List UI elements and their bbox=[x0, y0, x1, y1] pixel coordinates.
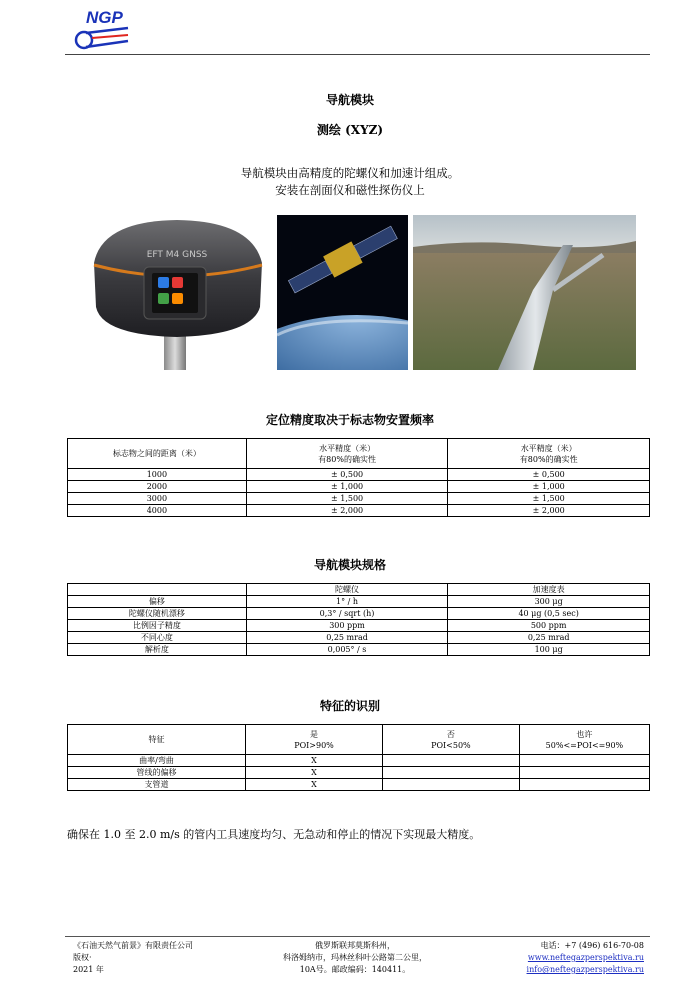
table-row bbox=[68, 620, 650, 632]
footer-address-line: 科洛姆纳市，玛林丝科叶公路第二公里， bbox=[283, 953, 427, 962]
table-cell: 0,25 mrad bbox=[448, 632, 650, 644]
email-link[interactable]: info@neftegazperspektiva.ru bbox=[526, 965, 644, 974]
header-cell-line: 水平精度（米） bbox=[319, 443, 376, 453]
table-row bbox=[68, 779, 650, 791]
table-cell: 4000 bbox=[68, 505, 247, 517]
header-cell bbox=[382, 725, 519, 755]
header-cell: 标志物之间的距离（米） bbox=[68, 439, 247, 469]
table-cell: 500 ppm bbox=[448, 620, 650, 632]
pipeline-image bbox=[413, 215, 636, 370]
header-cell-line: 水平精度（米） bbox=[520, 443, 577, 453]
header-cell-line: 有80%的确实性 bbox=[318, 454, 376, 464]
footer-year: 2021 年 bbox=[73, 965, 104, 974]
table-row bbox=[68, 481, 650, 493]
table-cell: 偏移 bbox=[68, 596, 247, 608]
table-cell: ± 1,000 bbox=[448, 481, 650, 493]
website-link[interactable]: www.neftegazperspektiva.ru bbox=[527, 953, 644, 962]
company-logo bbox=[72, 8, 134, 54]
table-row bbox=[68, 755, 650, 767]
table-cell: 曲率/弯曲 bbox=[68, 755, 246, 767]
table-cell: 2000 bbox=[68, 481, 247, 493]
spec-table bbox=[67, 583, 650, 656]
header-cell bbox=[68, 584, 247, 596]
header-cell-line: 50%<=POI<=90% bbox=[545, 740, 624, 750]
header-cell bbox=[519, 725, 649, 755]
feature-table bbox=[67, 724, 650, 791]
table-cell: ± 1,500 bbox=[448, 493, 650, 505]
header-cell bbox=[448, 439, 650, 469]
table-cell: 解析度 bbox=[68, 644, 247, 656]
table-cell: 0,25 mrad bbox=[246, 632, 448, 644]
footer-contacts bbox=[480, 940, 644, 976]
header-cell: 陀螺仪 bbox=[246, 584, 448, 596]
accuracy-section-title: 定位精度取决于标志物安置频率 bbox=[265, 413, 434, 427]
table-row bbox=[68, 493, 650, 505]
footer-address-line: 10A号。邮政编码：140411。 bbox=[299, 965, 411, 974]
header-cell-line: POI<50% bbox=[431, 740, 471, 750]
header-cell-line: 也许 bbox=[576, 729, 593, 739]
table-cell: ± 0,500 bbox=[246, 469, 448, 481]
table-row bbox=[68, 505, 650, 517]
header-cell-line: 有80%的确实性 bbox=[519, 454, 578, 464]
table-cell: 1000 bbox=[68, 469, 247, 481]
table-cell: 管线的偏移 bbox=[68, 767, 246, 779]
table-cell: 0,3° / sqrt (h) bbox=[246, 608, 448, 620]
table-cell bbox=[382, 767, 519, 779]
logo-swoosh-icon bbox=[72, 8, 134, 54]
table-row bbox=[68, 608, 650, 620]
table-cell: 不同心度 bbox=[68, 632, 247, 644]
table-cell bbox=[519, 755, 649, 767]
accuracy-table bbox=[67, 438, 650, 517]
table-header-row bbox=[68, 584, 650, 596]
table-cell: 100 μg bbox=[448, 644, 650, 656]
table-cell bbox=[519, 767, 649, 779]
table-cell: ± 2,000 bbox=[448, 505, 650, 517]
table-row bbox=[68, 469, 650, 481]
table-cell: 0,005° / s bbox=[246, 644, 448, 656]
table-row bbox=[68, 596, 650, 608]
table-cell: ± 1,000 bbox=[246, 481, 448, 493]
table-cell: 支管道 bbox=[68, 779, 246, 791]
gnss-label: EFT M4 GNSS bbox=[146, 250, 208, 260]
table-cell: 比例因子精度 bbox=[68, 620, 247, 632]
header-divider bbox=[65, 54, 650, 55]
table-cell: 300 μg bbox=[448, 596, 650, 608]
footer-divider bbox=[65, 936, 650, 937]
footer-company bbox=[73, 940, 193, 976]
table-row bbox=[68, 767, 650, 779]
intro-line-2: 安装在剖面仪和磁性探伤仪上 bbox=[275, 183, 425, 197]
table-header-row bbox=[68, 725, 650, 755]
page-subtitle: 测绘 (XYZ) bbox=[316, 123, 384, 137]
table-cell: X bbox=[246, 755, 383, 767]
satellite-image bbox=[277, 215, 408, 370]
table-cell: X bbox=[246, 767, 383, 779]
footer-address-line: 俄罗斯联邦莫斯科州， bbox=[315, 941, 395, 950]
table-cell: 1° / h bbox=[246, 596, 448, 608]
table-cell: 40 μg (0,5 sec) bbox=[448, 608, 650, 620]
table-row bbox=[68, 632, 650, 644]
table-row bbox=[68, 644, 650, 656]
gnss-receiver-image bbox=[82, 215, 272, 370]
intro-line-1: 导航模块由高精度的陀螺仪和加速计组成。 bbox=[240, 166, 460, 180]
header-cell bbox=[246, 725, 383, 755]
footer-address bbox=[250, 940, 460, 976]
table-cell: 陀螺仪随机漂移 bbox=[68, 608, 247, 620]
table-header-row bbox=[68, 439, 650, 469]
table-cell: ± 2,000 bbox=[246, 505, 448, 517]
header-cell bbox=[246, 439, 448, 469]
feature-section-title: 特征的识别 bbox=[319, 699, 380, 713]
table-cell bbox=[519, 779, 649, 791]
header-cell-line: 是 bbox=[309, 729, 318, 739]
table-cell: ± 1,500 bbox=[246, 493, 448, 505]
header-cell: 特征 bbox=[68, 725, 246, 755]
closing-statement: 确保在 1.0 至 2.0 m/s 的管内工具速度均匀、无急动和停止的情况下实现最大精度。 bbox=[67, 828, 481, 841]
table-cell bbox=[382, 779, 519, 791]
spec-section-title: 导航模块规格 bbox=[313, 558, 386, 572]
table-cell: 3000 bbox=[68, 493, 247, 505]
footer-copyright: 版权· bbox=[73, 953, 92, 962]
header-cell-line: 否 bbox=[446, 729, 455, 739]
footer-company-name: 《石油天然气前景》有限责任公司 bbox=[73, 941, 193, 950]
footer-phone: 电话：+7 (496) 616-70-08 bbox=[540, 941, 644, 950]
table-cell: ± 0,500 bbox=[448, 469, 650, 481]
table-cell: 300 ppm bbox=[246, 620, 448, 632]
table-cell: X bbox=[246, 779, 383, 791]
header-cell: 加速度表 bbox=[448, 584, 650, 596]
table-cell bbox=[382, 755, 519, 767]
logo-text: NGP bbox=[86, 8, 123, 27]
page-title: 导航模块 bbox=[325, 93, 374, 107]
header-cell-line: POI>90% bbox=[294, 740, 334, 750]
